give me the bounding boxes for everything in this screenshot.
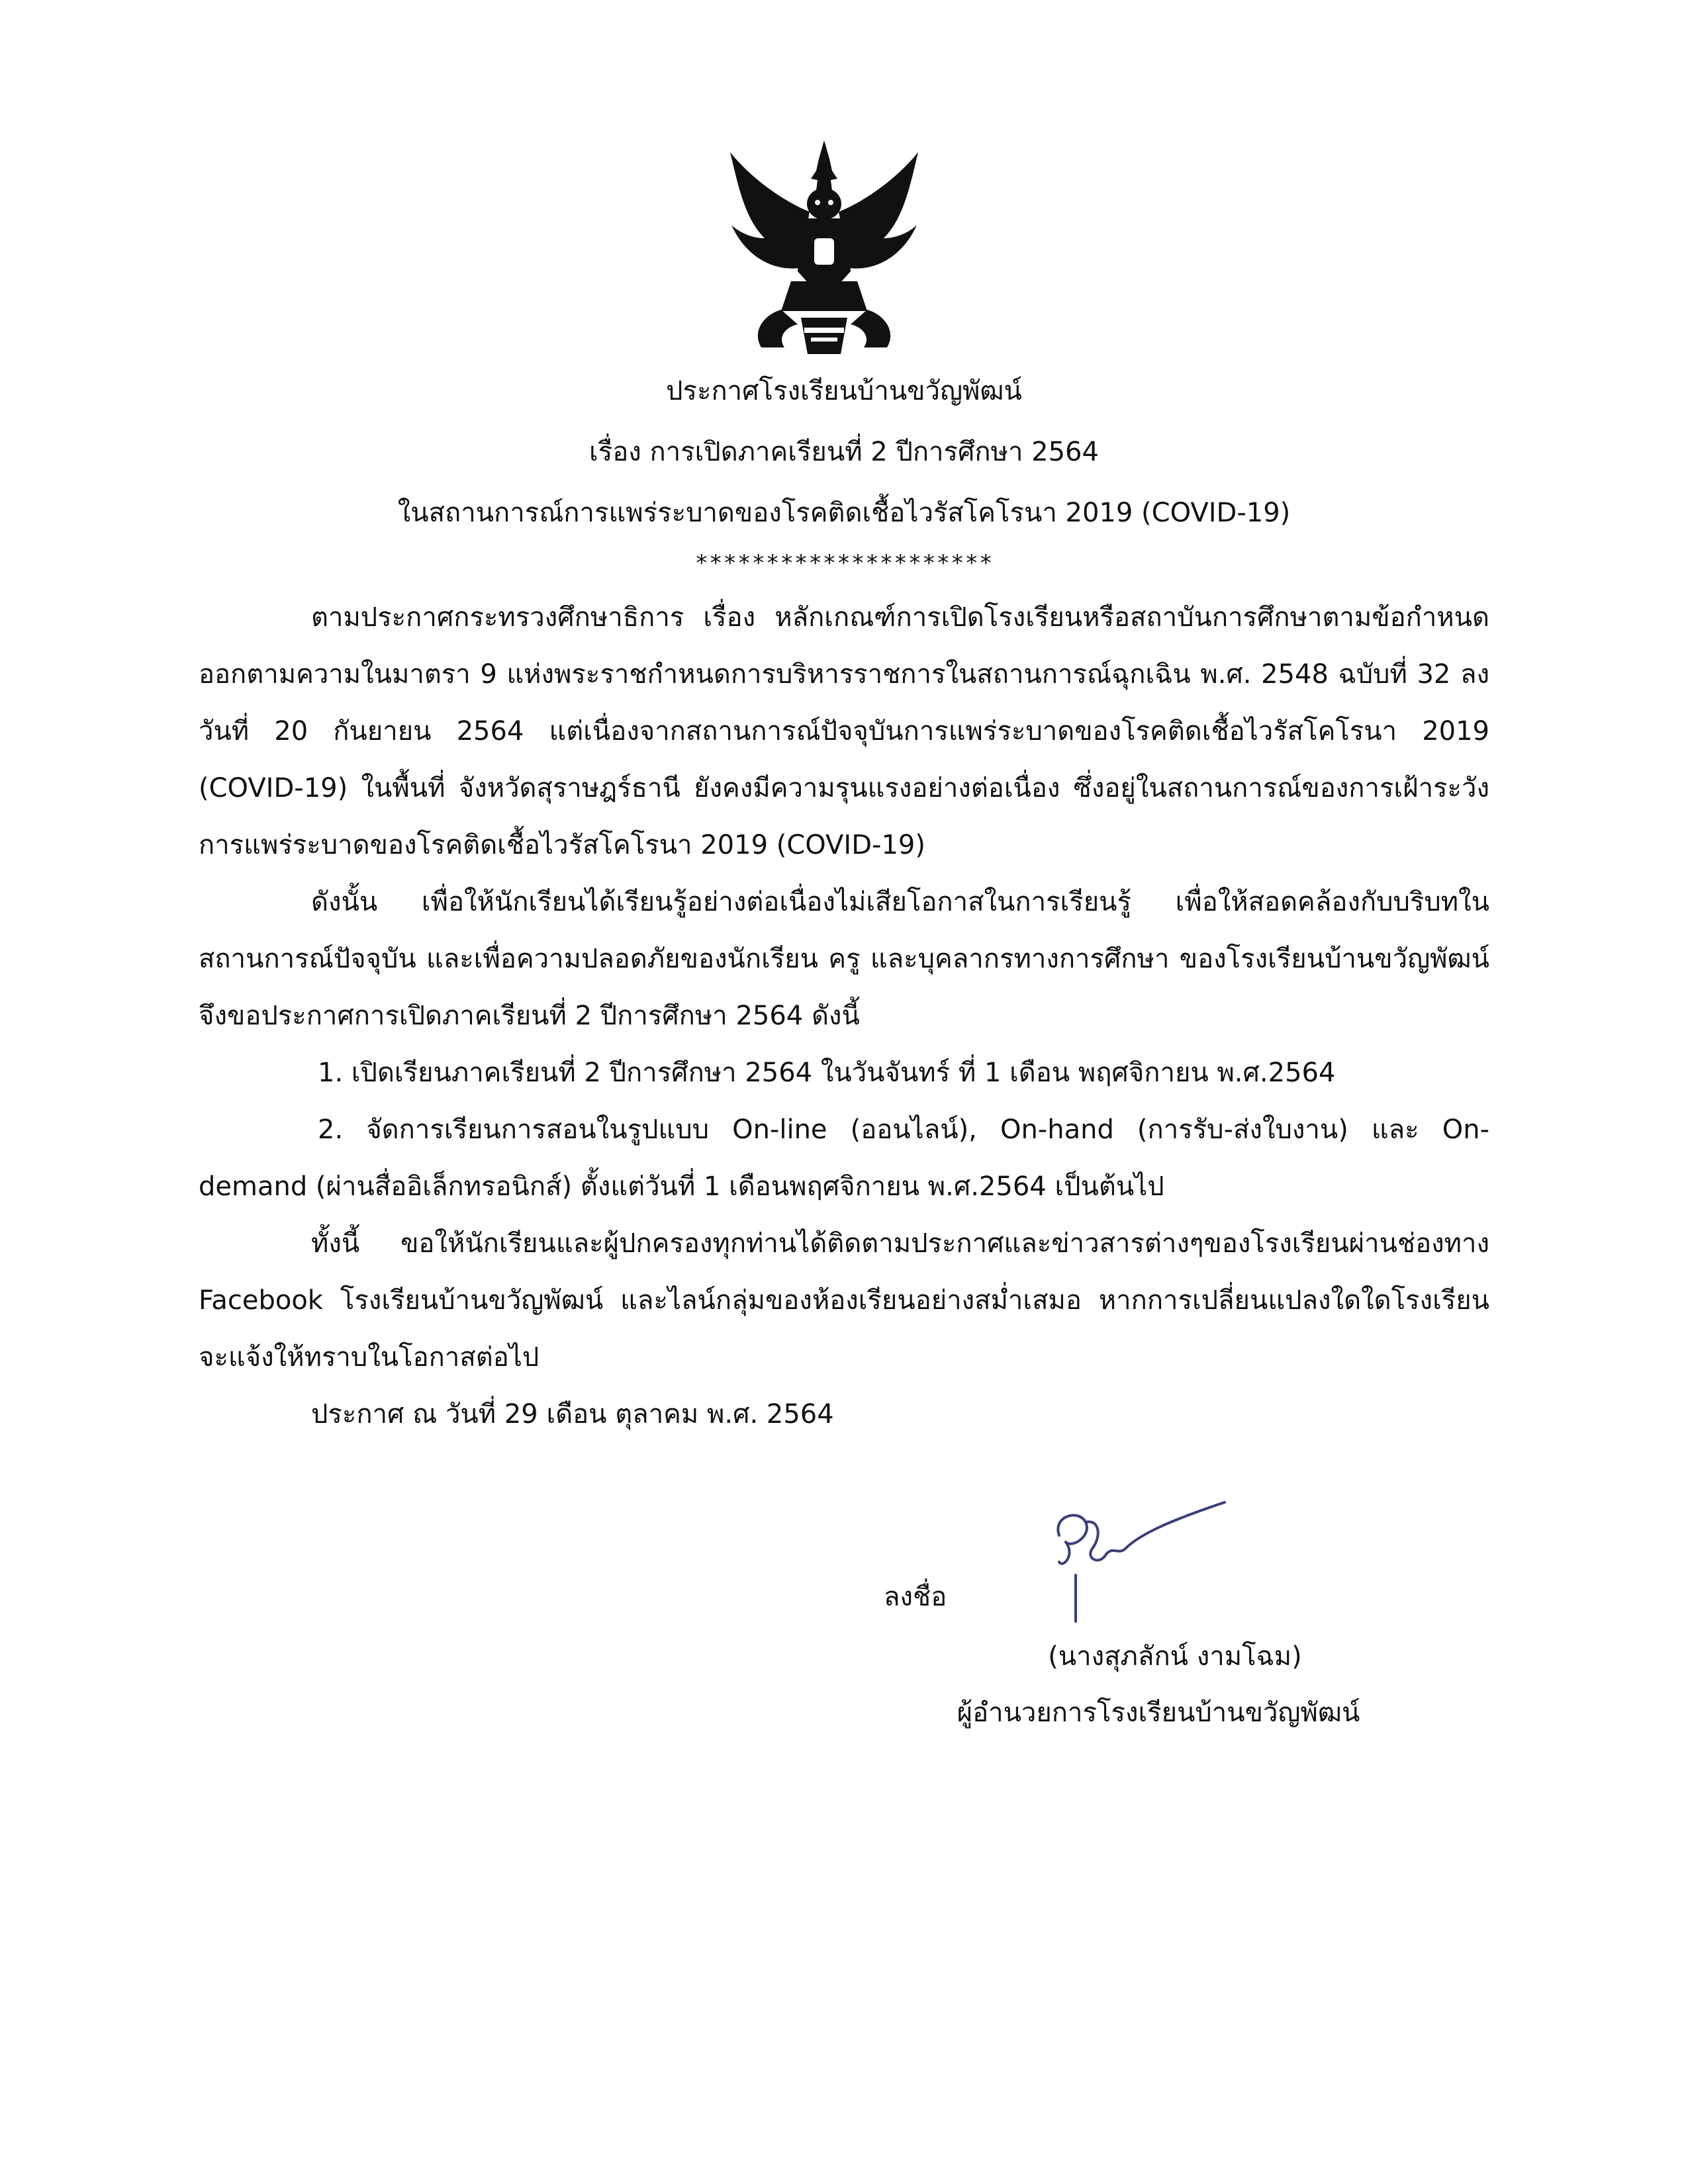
- list-item-teaching-format: 2. จัดการเรียนการสอนในรูปแบบ On-line (ออนไลน์), On-hand (การรับ-ส่งใบงาน) และ On-demand (ผ่านสื่ออิเล็กทรอนิกส์) ตั้งแต่วันที่ 1 เดือนพฤศจิกายน พ.ศ.2564 เป็นต้นไป: [199, 1115, 1489, 1202]
- list-item-opening-date: 1. เปิดเรียนภาคเรียนที่ 2 ปีการศึกษา 2564 ในวันจันทร์ ที่ 1 เดือน พฤศจิกายน พ.ศ.2564: [318, 1058, 1336, 1088]
- signature-label: ลงชื่อ: [884, 1582, 947, 1612]
- announcement-context: ในสถานการณ์การแพร่ระบาดของโรคติดเชื้อไวรัสโคโรนา 2019 (COVID-19): [397, 498, 1291, 528]
- paragraph-purpose: ดังนั้น เพื่อให้นักเรียนได้เรียนรู้อย่างต่อเนื่องไม่เสียโอกาสในการเรียนรู้ เพื่อให้สอดคล้องกับบริบทในสถานการณ์ปัจจุบัน และเพื่อความปลอดภัยของนักเรียน ครู และบุคลากรทางการศึกษา ของโรงเรียนบ้านขวัญพัฒน์ จึงขอประกาศการเปิดภาคเรียนที่ 2 ปีการศึกษา 2564 ดังนี้: [199, 887, 1489, 1031]
- paragraph-notice: ทั้งนี้ ขอให้นักเรียนและผู้ปกครองทุกท่านได้ติดตามประกาศและข่าวสารต่างๆของโรงเรียนผ่านช่องทาง Facebook โรงเรียนบ้านขวัญพัฒน์ และไลน์กลุ่มของห้องเรียนอย่างสม่ำเสมอ หากการเปลี่ยนแปลงใดใดโรงเรียนจะแจ้งให้ทราบในโอกาสต่อไป: [199, 1228, 1489, 1373]
- garuda-emblem: [725, 139, 923, 357]
- paragraph-background: ตามประกาศกระทรวงศึกษาธิการ เรื่อง หลักเกณฑ์การเปิดโรงเรียนหรือสถาบันการศึกษาตามข้อกำหนดออกตามความในมาตรา 9 แห่งพระราชกำหนดการบริหารราชการในสถานการณ์ฉุกเฉิน พ.ศ. 2548 ฉบับที่ 32 ลงวันที่ 20 กันยายน 2564 แต่เนื่องจากสถานการณ์ปัจจุบันการแพร่ระบาดของโรคติดเชื้อไวรัสโคโรนา 2019 (COVID-19) ในพื้นที่ จังหวัดสุราษฎร์ธานี ยังคงมีความรุนแรงอย่างต่อเนื่อง ซึ่งอยู่ในสถานการณ์ของการเฝ้าระวังการแพร่ระบาดของโรคติดเชื้อไวรัสโคโรนา 2019 (COVID-19): [199, 602, 1489, 860]
- signer-title: ผู้อำนวยการโรงเรียนบ้านขวัญพัฒน์: [957, 1698, 1360, 1728]
- signer-name: (นางสุภลักน์ งามโฉม): [1048, 1641, 1302, 1672]
- announcement-header: [199, 361, 1489, 583]
- handwritten-signature: [1039, 1496, 1238, 1628]
- divider-stars: *********************: [694, 550, 994, 576]
- announcement-subject: เรื่อง การเปิดภาคเรียนที่ 2 ปีการศึกษา 2564: [589, 437, 1099, 467]
- announcement-date: ประกาศ ณ วันที่ 29 เดือน ตุลาคม พ.ศ. 2564: [311, 1399, 834, 1430]
- announcement-title: ประกาศโรงเรียนบ้านขวัญพัฒน์: [666, 376, 1022, 406]
- announcement-body: [199, 589, 1489, 1443]
